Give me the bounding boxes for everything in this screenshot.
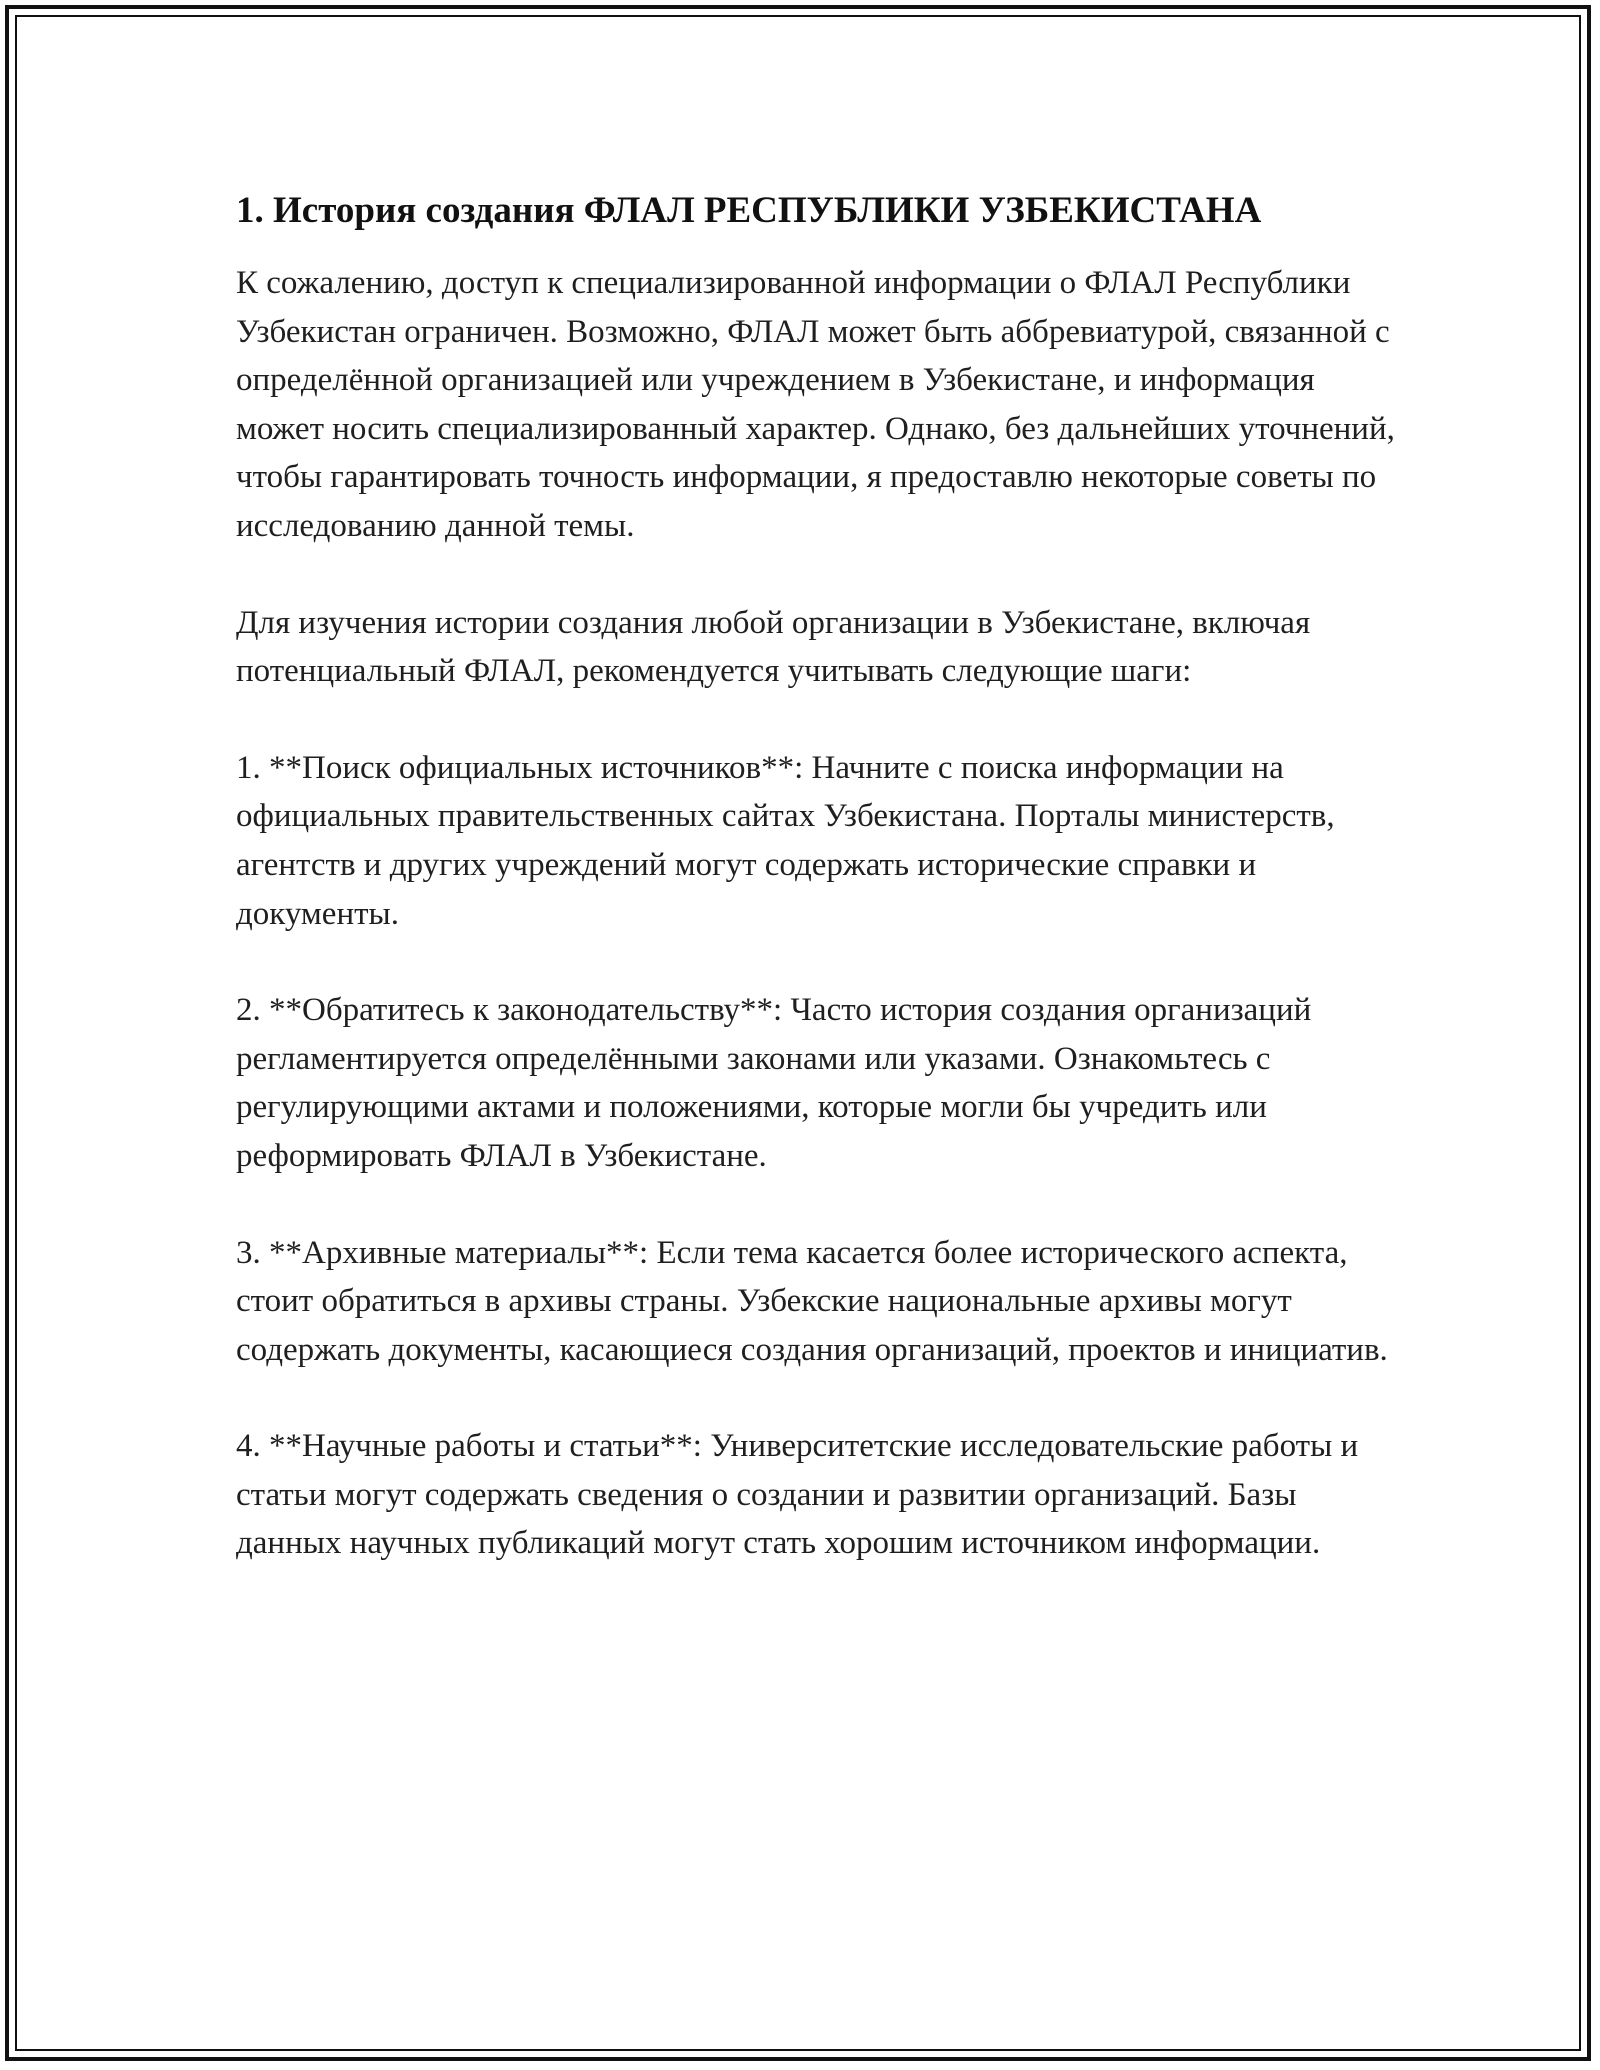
document-body bbox=[236, 183, 1396, 1568]
page-title: 1. История создания ФЛАЛ РЕСПУБЛИКИ УЗБЕКИСТАНА bbox=[236, 190, 1262, 231]
step-item-2: 2. **Обратитесь к законодательству**: Часто история создания организаций регламентируется определёнными законами или указами. Ознакомьтесь с регулирующими актами и положениями, которые могли бы учредить или реформировать ФЛАЛ в Узбекистане. bbox=[236, 992, 1312, 1174]
step-item-3: 3. **Архивные материалы**: Если тема касается более исторического аспекта, стоит обратиться в архивы страны. Узбекские национальные архивы могут содержать документы, касающиеся создания организаций, проектов и инициатив. bbox=[236, 1234, 1388, 1368]
intro-paragraph: К сожалению, доступ к специализированной информации о ФЛАЛ Республики Узбекистан ограничен. Возможно, ФЛАЛ может быть аббревиатурой, связанной с определённой организацией или учреждением в Узбекистане, и информация может носить специализированный характер. Однако, без дальнейших уточнений, чтобы гарантировать точность информации, я предоставлю некоторые советы по исследованию данной темы. bbox=[236, 265, 1395, 544]
step-item-4: 4. **Научные работы и статьи**: Университетские исследовательские работы и статьи могут содержать сведения о создании и развитии организаций. Базы данных научных публикаций могут стать хорошим источником информации. bbox=[236, 1428, 1359, 1562]
lead-paragraph: Для изучения истории создания любой организации в Узбекистане, включая потенциальный ФЛАЛ, рекомендуется учитывать следующие шаги: bbox=[236, 604, 1311, 690]
step-item-1: 1. **Поиск официальных источников**: Начните с поиска информации на официальных правительственных сайтах Узбекистана. Порталы министерств, агентств и других учреждений могут содержать исторические справки и документы. bbox=[236, 749, 1335, 932]
